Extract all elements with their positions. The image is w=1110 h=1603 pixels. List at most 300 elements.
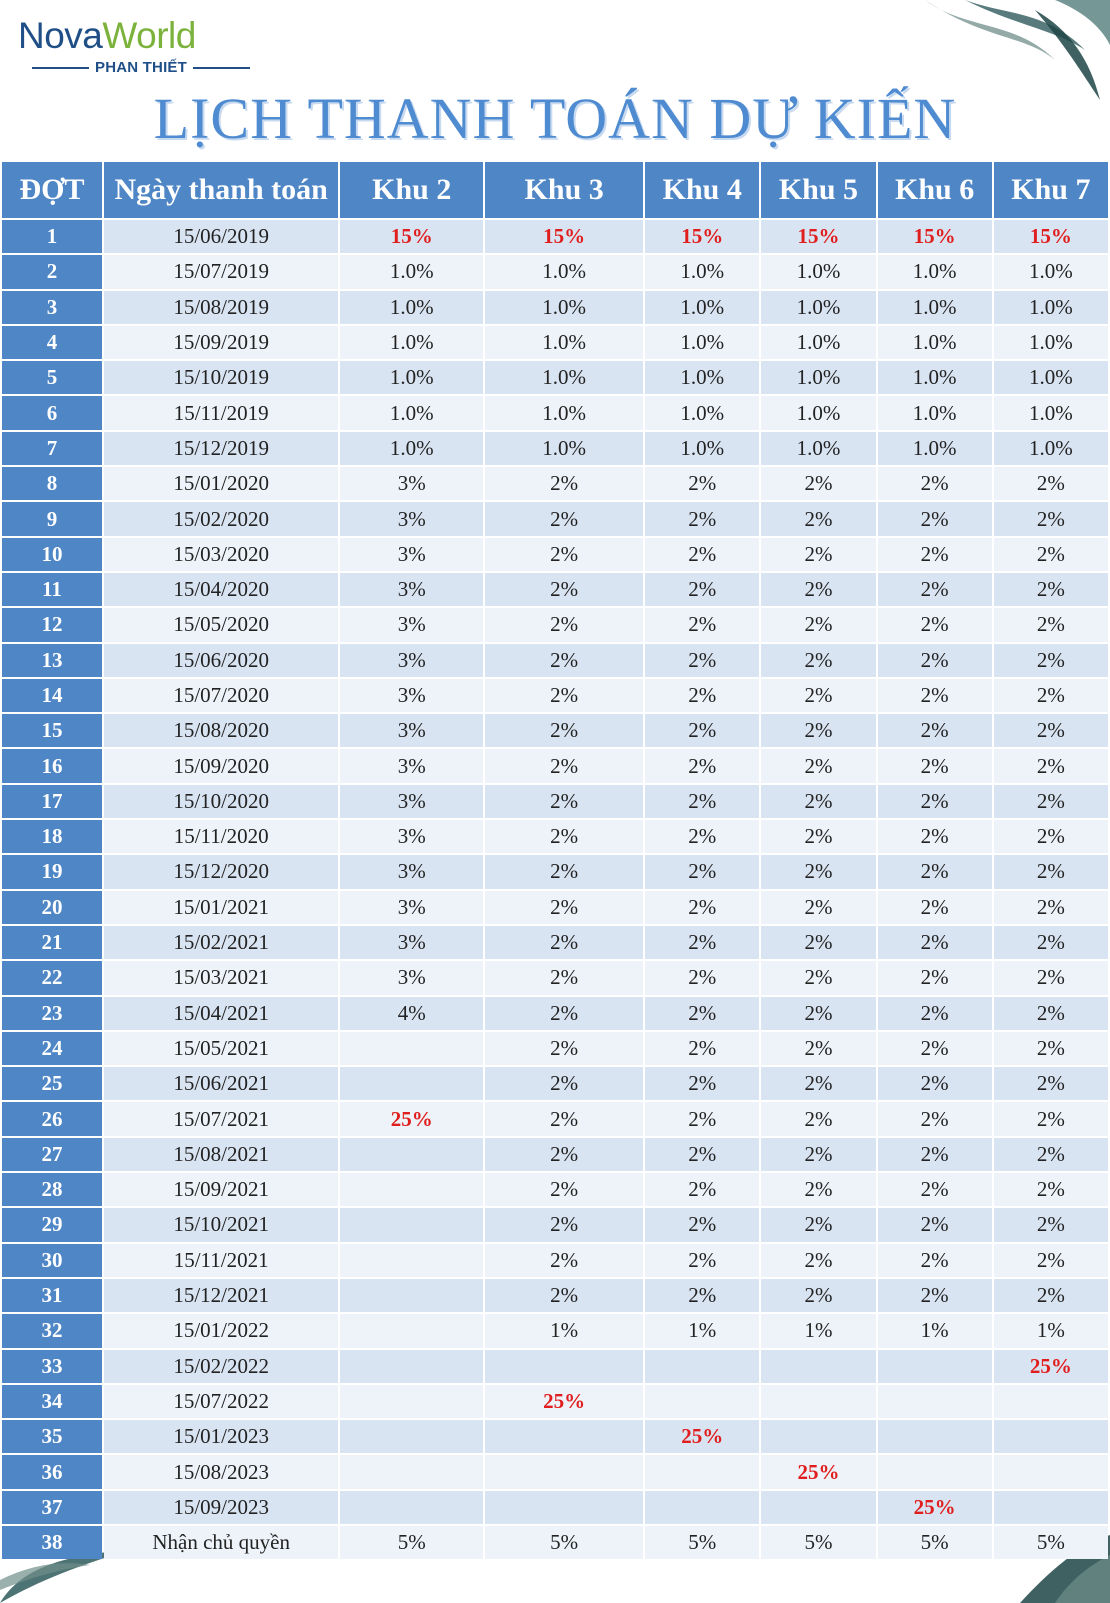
khu-6-value: 15% (878, 220, 992, 253)
khu-2-value: 5% (340, 1526, 483, 1559)
khu-2-value: 3% (340, 502, 483, 535)
khu-2-value: 4% (340, 997, 483, 1030)
payment-date: 15/07/2021 (104, 1102, 339, 1135)
dot-number: 17 (2, 785, 102, 818)
payment-date: 15/05/2020 (104, 608, 339, 641)
khu-3-value: 2% (485, 1279, 643, 1312)
dot-number: 20 (2, 891, 102, 924)
khu-4-value: 1.0% (645, 396, 759, 429)
khu-6-value: 2% (878, 1244, 992, 1277)
khu-4-value (645, 1455, 759, 1488)
khu-7-value: 2% (994, 502, 1108, 535)
khu-2-value (340, 1385, 483, 1418)
khu-3-value: 2% (485, 1244, 643, 1277)
khu-4-value: 2% (645, 1067, 759, 1100)
khu-3-value: 2% (485, 997, 643, 1030)
khu-3-value (485, 1350, 643, 1383)
khu-2-value: 3% (340, 467, 483, 500)
khu-7-value: 1.0% (994, 326, 1108, 359)
khu-5-value: 1% (761, 1314, 875, 1347)
khu-6-value: 2% (878, 1279, 992, 1312)
khu-7-value: 2% (994, 749, 1108, 782)
khu-6-value: 2% (878, 1032, 992, 1065)
dot-number: 19 (2, 855, 102, 888)
table-row (2, 291, 1108, 324)
khu-7-value: 2% (994, 961, 1108, 994)
khu-3-value: 2% (485, 679, 643, 712)
brand-divider-right (193, 67, 250, 69)
khu-7-value: 2% (994, 714, 1108, 747)
khu-4-value: 25% (645, 1420, 759, 1453)
khu-7-value: 2% (994, 573, 1108, 606)
khu-5-value: 2% (761, 891, 875, 924)
table-row (2, 997, 1108, 1030)
khu-4-value: 2% (645, 961, 759, 994)
payment-date: 15/09/2021 (104, 1173, 339, 1206)
khu-5-value: 1.0% (761, 255, 875, 288)
khu-5-value: 1.0% (761, 291, 875, 324)
khu-5-value: 2% (761, 926, 875, 959)
khu-2-value (340, 1138, 483, 1171)
khu-7-value: 2% (994, 891, 1108, 924)
table-row (2, 644, 1108, 677)
table-row (2, 1455, 1108, 1488)
dot-number: 22 (2, 961, 102, 994)
khu-6-value: 1.0% (878, 432, 992, 465)
khu-7-value: 2% (994, 467, 1108, 500)
table-row (2, 1032, 1108, 1065)
payment-date: 15/07/2019 (104, 255, 339, 288)
khu-4-value: 2% (645, 1032, 759, 1065)
khu-6-value: 5% (878, 1526, 992, 1559)
header-khu-7: Khu 7 (994, 162, 1108, 218)
khu-7-value: 25% (994, 1350, 1108, 1383)
header-dot: ĐỢT (2, 162, 102, 218)
khu-5-value: 2% (761, 785, 875, 818)
dot-number: 14 (2, 679, 102, 712)
payment-date: 15/05/2021 (104, 1032, 339, 1065)
khu-3-value: 1.0% (485, 291, 643, 324)
payment-date: Nhận chủ quyền (104, 1526, 339, 1559)
table-row (2, 326, 1108, 359)
header-khu-4: Khu 4 (645, 162, 759, 218)
khu-5-value: 2% (761, 502, 875, 535)
khu-4-value: 2% (645, 1173, 759, 1206)
khu-4-value: 2% (645, 785, 759, 818)
khu-2-value: 3% (340, 573, 483, 606)
payment-date: 15/10/2020 (104, 785, 339, 818)
khu-3-value: 2% (485, 467, 643, 500)
khu-2-value: 15% (340, 220, 483, 253)
dot-number: 12 (2, 608, 102, 641)
table-row (2, 1138, 1108, 1171)
khu-4-value: 15% (645, 220, 759, 253)
khu-2-value: 3% (340, 714, 483, 747)
khu-7-value: 1% (994, 1314, 1108, 1347)
khu-7-value: 2% (994, 785, 1108, 818)
khu-6-value (878, 1420, 992, 1453)
khu-6-value: 2% (878, 820, 992, 853)
khu-2-value (340, 1173, 483, 1206)
khu-7-value: 2% (994, 1067, 1108, 1100)
khu-7-value (994, 1455, 1108, 1488)
khu-6-value: 2% (878, 855, 992, 888)
dot-number: 38 (2, 1526, 102, 1559)
khu-4-value: 1% (645, 1314, 759, 1347)
khu-7-value: 2% (994, 926, 1108, 959)
khu-7-value: 15% (994, 220, 1108, 253)
payment-date: 15/01/2020 (104, 467, 339, 500)
khu-3-value: 1.0% (485, 396, 643, 429)
khu-4-value: 2% (645, 502, 759, 535)
khu-4-value: 2% (645, 1244, 759, 1277)
khu-7-value: 1.0% (994, 396, 1108, 429)
khu-2-value: 3% (340, 644, 483, 677)
dot-number: 23 (2, 997, 102, 1030)
dot-number: 2 (2, 255, 102, 288)
dot-number: 30 (2, 1244, 102, 1277)
table-row (2, 1420, 1108, 1453)
khu-6-value: 2% (878, 1208, 992, 1241)
dot-number: 16 (2, 749, 102, 782)
dot-number: 24 (2, 1032, 102, 1065)
khu-6-value: 2% (878, 891, 992, 924)
khu-5-value (761, 1420, 875, 1453)
khu-5-value: 2% (761, 961, 875, 994)
khu-6-value: 2% (878, 644, 992, 677)
khu-4-value: 2% (645, 1208, 759, 1241)
khu-3-value: 2% (485, 573, 643, 606)
dot-number: 6 (2, 396, 102, 429)
khu-3-value: 2% (485, 961, 643, 994)
khu-4-value: 2% (645, 820, 759, 853)
dot-number: 13 (2, 644, 102, 677)
payment-date: 15/08/2023 (104, 1455, 339, 1488)
khu-2-value: 3% (340, 820, 483, 853)
dot-number: 25 (2, 1067, 102, 1100)
khu-4-value: 1.0% (645, 432, 759, 465)
khu-6-value: 1.0% (878, 291, 992, 324)
khu-4-value: 2% (645, 855, 759, 888)
dot-number: 1 (2, 220, 102, 253)
table-row (2, 1279, 1108, 1312)
dot-number: 8 (2, 467, 102, 500)
table-row (2, 1314, 1108, 1347)
khu-3-value: 1.0% (485, 432, 643, 465)
khu-6-value: 2% (878, 573, 992, 606)
khu-5-value: 1.0% (761, 361, 875, 394)
khu-4-value: 1.0% (645, 326, 759, 359)
payment-date: 15/02/2022 (104, 1350, 339, 1383)
table-header-row (2, 162, 1108, 218)
payment-date: 15/10/2021 (104, 1208, 339, 1241)
khu-5-value: 2% (761, 573, 875, 606)
khu-2-value: 1.0% (340, 326, 483, 359)
khu-7-value: 2% (994, 997, 1108, 1030)
header-khu-3: Khu 3 (485, 162, 643, 218)
header-khu-5: Khu 5 (761, 162, 875, 218)
khu-3-value: 2% (485, 891, 643, 924)
table-row (2, 820, 1108, 853)
khu-5-value: 1.0% (761, 432, 875, 465)
page-title: LỊCH THANH TOÁN DỰ KIẾN (153, 86, 957, 151)
brand-divider-left (32, 67, 89, 69)
khu-3-value: 1.0% (485, 255, 643, 288)
table-row (2, 1102, 1108, 1135)
dot-number: 32 (2, 1314, 102, 1347)
brand-name-part1: Nova (18, 15, 103, 56)
khu-5-value: 2% (761, 1279, 875, 1312)
dot-number: 31 (2, 1279, 102, 1312)
khu-7-value: 5% (994, 1526, 1108, 1559)
dot-number: 36 (2, 1455, 102, 1488)
table-row (2, 855, 1108, 888)
khu-7-value: 2% (994, 1173, 1108, 1206)
khu-3-value: 2% (485, 1102, 643, 1135)
table-row (2, 1244, 1108, 1277)
khu-4-value: 2% (645, 679, 759, 712)
table-row (2, 926, 1108, 959)
payment-date: 15/03/2021 (104, 961, 339, 994)
header-khu-6: Khu 6 (878, 162, 992, 218)
khu-4-value (645, 1350, 759, 1383)
khu-6-value: 2% (878, 467, 992, 500)
khu-6-value: 1.0% (878, 396, 992, 429)
payment-date: 15/08/2019 (104, 291, 339, 324)
payment-date: 15/08/2020 (104, 714, 339, 747)
khu-6-value: 2% (878, 749, 992, 782)
khu-6-value: 2% (878, 679, 992, 712)
table-row (2, 679, 1108, 712)
payment-date: 15/06/2020 (104, 644, 339, 677)
khu-7-value: 2% (994, 644, 1108, 677)
khu-4-value: 2% (645, 1102, 759, 1135)
khu-7-value: 2% (994, 855, 1108, 888)
table-row (2, 432, 1108, 465)
dot-number: 21 (2, 926, 102, 959)
khu-5-value: 2% (761, 467, 875, 500)
khu-5-value: 15% (761, 220, 875, 253)
khu-5-value: 2% (761, 1173, 875, 1206)
dot-number: 15 (2, 714, 102, 747)
khu-2-value (340, 1032, 483, 1065)
payment-date: 15/08/2021 (104, 1138, 339, 1171)
brand-subtitle: PHAN THIẾT (95, 59, 187, 76)
khu-2-value (340, 1067, 483, 1100)
table-row (2, 961, 1108, 994)
khu-7-value: 2% (994, 1244, 1108, 1277)
table-row (2, 573, 1108, 606)
brand-name-part2: World (102, 15, 196, 56)
khu-4-value: 1.0% (645, 291, 759, 324)
payment-date: 15/07/2020 (104, 679, 339, 712)
khu-4-value (645, 1385, 759, 1418)
table-row (2, 608, 1108, 641)
khu-5-value: 1.0% (761, 396, 875, 429)
khu-2-value: 3% (340, 538, 483, 571)
khu-3-value: 1% (485, 1314, 643, 1347)
khu-3-value: 2% (485, 1067, 643, 1100)
dot-number: 11 (2, 573, 102, 606)
dot-number: 26 (2, 1102, 102, 1135)
khu-4-value: 2% (645, 1138, 759, 1171)
table-row (2, 502, 1108, 535)
khu-2-value (340, 1455, 483, 1488)
khu-6-value: 2% (878, 502, 992, 535)
khu-6-value: 2% (878, 926, 992, 959)
dot-number: 29 (2, 1208, 102, 1241)
khu-5-value: 2% (761, 1032, 875, 1065)
khu-7-value (994, 1420, 1108, 1453)
khu-6-value: 2% (878, 538, 992, 571)
khu-6-value: 2% (878, 785, 992, 818)
payment-date: 15/01/2023 (104, 1420, 339, 1453)
khu-4-value: 2% (645, 749, 759, 782)
dot-number: 7 (2, 432, 102, 465)
khu-7-value: 2% (994, 679, 1108, 712)
payment-date: 15/12/2019 (104, 432, 339, 465)
dot-number: 5 (2, 361, 102, 394)
khu-6-value: 1.0% (878, 361, 992, 394)
khu-4-value: 2% (645, 538, 759, 571)
khu-7-value (994, 1385, 1108, 1418)
khu-4-value: 2% (645, 891, 759, 924)
khu-4-value: 5% (645, 1526, 759, 1559)
khu-6-value: 1.0% (878, 255, 992, 288)
khu-5-value: 2% (761, 997, 875, 1030)
khu-6-value: 2% (878, 961, 992, 994)
dot-number: 9 (2, 502, 102, 535)
khu-3-value: 1.0% (485, 326, 643, 359)
khu-4-value: 2% (645, 608, 759, 641)
payment-date: 15/06/2019 (104, 220, 339, 253)
khu-3-value (485, 1455, 643, 1488)
payment-date: 15/01/2022 (104, 1314, 339, 1347)
brand-logo (18, 16, 278, 86)
khu-6-value: 2% (878, 1138, 992, 1171)
table-row (2, 1350, 1108, 1383)
dot-number: 18 (2, 820, 102, 853)
khu-7-value: 1.0% (994, 432, 1108, 465)
brand-subtitle-row (32, 59, 250, 76)
khu-5-value (761, 1350, 875, 1383)
khu-3-value: 5% (485, 1526, 643, 1559)
khu-4-value: 2% (645, 644, 759, 677)
table-row (2, 396, 1108, 429)
khu-6-value: 2% (878, 1173, 992, 1206)
khu-7-value: 2% (994, 820, 1108, 853)
khu-3-value: 2% (485, 714, 643, 747)
khu-3-value: 2% (485, 502, 643, 535)
table-row (2, 785, 1108, 818)
table-row (2, 220, 1108, 253)
khu-2-value: 1.0% (340, 361, 483, 394)
table-row (2, 1067, 1108, 1100)
khu-5-value: 2% (761, 855, 875, 888)
khu-3-value: 2% (485, 855, 643, 888)
payment-date: 15/10/2019 (104, 361, 339, 394)
khu-5-value: 25% (761, 1455, 875, 1488)
khu-3-value: 15% (485, 220, 643, 253)
table-row (2, 1491, 1108, 1524)
khu-2-value: 3% (340, 961, 483, 994)
khu-3-value: 2% (485, 608, 643, 641)
khu-2-value: 1.0% (340, 291, 483, 324)
dot-number: 4 (2, 326, 102, 359)
payment-date: 15/09/2023 (104, 1491, 339, 1524)
khu-6-value: 2% (878, 1067, 992, 1100)
khu-6-value: 2% (878, 608, 992, 641)
dot-number: 28 (2, 1173, 102, 1206)
khu-3-value: 2% (485, 1138, 643, 1171)
khu-5-value: 2% (761, 714, 875, 747)
khu-6-value: 2% (878, 1102, 992, 1135)
khu-2-value: 3% (340, 891, 483, 924)
khu-2-value (340, 1420, 483, 1453)
khu-4-value: 2% (645, 1279, 759, 1312)
khu-2-value (340, 1208, 483, 1241)
khu-2-value (340, 1491, 483, 1524)
table-row (2, 1385, 1108, 1418)
khu-4-value (645, 1491, 759, 1524)
payment-date: 15/03/2020 (104, 538, 339, 571)
khu-5-value: 2% (761, 820, 875, 853)
payment-date: 15/02/2021 (104, 926, 339, 959)
dot-number: 37 (2, 1491, 102, 1524)
khu-2-value (340, 1279, 483, 1312)
payment-date: 15/09/2019 (104, 326, 339, 359)
khu-7-value (994, 1491, 1108, 1524)
payment-date: 15/01/2021 (104, 891, 339, 924)
payment-date: 15/12/2021 (104, 1279, 339, 1312)
khu-5-value: 2% (761, 679, 875, 712)
payment-date: 15/11/2021 (104, 1244, 339, 1277)
payment-date: 15/12/2020 (104, 855, 339, 888)
khu-4-value: 2% (645, 714, 759, 747)
khu-5-value: 2% (761, 538, 875, 571)
khu-7-value: 2% (994, 1138, 1108, 1171)
table-row (2, 467, 1108, 500)
dot-number: 34 (2, 1385, 102, 1418)
dot-number: 10 (2, 538, 102, 571)
khu-4-value: 2% (645, 997, 759, 1030)
dot-number: 3 (2, 291, 102, 324)
khu-3-value: 2% (485, 1173, 643, 1206)
payment-date: 15/07/2022 (104, 1385, 339, 1418)
payment-date: 15/09/2020 (104, 749, 339, 782)
khu-5-value: 2% (761, 1067, 875, 1100)
khu-6-value: 1% (878, 1314, 992, 1347)
khu-2-value: 1.0% (340, 432, 483, 465)
brand-wordmark (18, 16, 278, 56)
payment-date: 15/02/2020 (104, 502, 339, 535)
table-body (2, 220, 1108, 1559)
khu-6-value (878, 1455, 992, 1488)
khu-5-value: 1.0% (761, 326, 875, 359)
khu-2-value: 3% (340, 608, 483, 641)
table-row (2, 538, 1108, 571)
payment-date: 15/04/2021 (104, 997, 339, 1030)
payment-schedule-table (0, 160, 1110, 1561)
khu-2-value: 3% (340, 926, 483, 959)
khu-2-value: 3% (340, 785, 483, 818)
khu-4-value: 2% (645, 467, 759, 500)
khu-2-value (340, 1244, 483, 1277)
khu-4-value: 2% (645, 573, 759, 606)
table-row (2, 361, 1108, 394)
khu-3-value (485, 1491, 643, 1524)
dot-number: 35 (2, 1420, 102, 1453)
